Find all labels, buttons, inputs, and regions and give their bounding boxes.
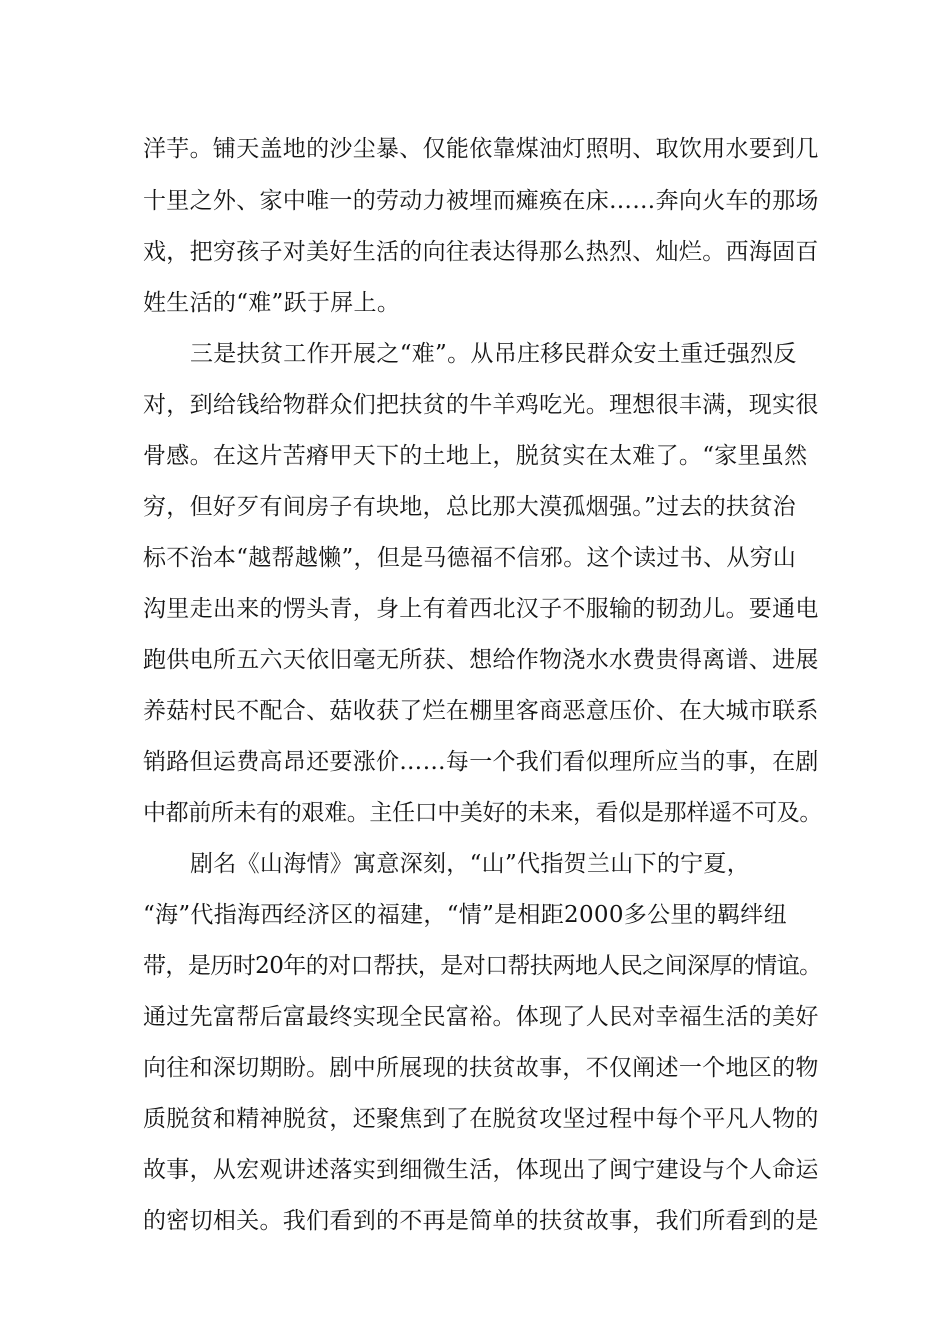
text-line: 质脱贫和精神脱贫，还聚焦到了在脱贫攻坚过程中每个平凡人物的 bbox=[143, 1106, 819, 1132]
text-line: 跑供电所五六天依旧毫无所获、想给作物浇水水费贵得离谱、进展 bbox=[143, 647, 819, 673]
text-line: 骨感。在这片苦瘠甲天下的土地上，脱贫实在太难了。“家里虽然 bbox=[143, 443, 808, 469]
text-line: 姓生活的“难”跃于屏上。 bbox=[143, 290, 401, 316]
text-line: 沟里走出来的愣头青，身上有着西北汉子不服输的韧劲儿。要通电 bbox=[143, 596, 819, 622]
text-line: 洋芋。铺天盖地的沙尘暴、仅能依靠煤油灯照明、取饮用水要到几 bbox=[143, 136, 819, 162]
text-line: 故事，从宏观讲述落实到细微生活，体现出了闽宁建设与个人命运 bbox=[143, 1157, 819, 1183]
text-line: 穷，但好歹有间房子有块地，总比那大漠孤烟强。”过去的扶贫治 bbox=[143, 494, 796, 520]
text-line: 向往和深切期盼。剧中所展现的扶贫故事，不仅阐述一个地区的物 bbox=[143, 1055, 819, 1081]
text-line: 养菇村民不配合、菇收获了烂在棚里客商恶意压价、在大城市联系 bbox=[143, 698, 819, 724]
text-line: 戏，把穷孩子对美好生活的向往表达得那么热烈、灿烂。西海固百 bbox=[143, 239, 819, 265]
text-line: 十里之外、家中唯一的劳动力被埋而瘫痪在床……奔向火车的那场 bbox=[143, 188, 819, 214]
text-line: 标不治本“越帮越懒”，但是马德福不信邪。这个读过书、从穷山 bbox=[143, 545, 797, 571]
text-line: 的密切相关。我们看到的不再是简单的扶贫故事，我们所看到的是 bbox=[143, 1208, 819, 1234]
text-line: 对，到给钱给物群众们把扶贫的牛羊鸡吃光。理想很丰满，现实很 bbox=[143, 392, 819, 418]
paragraph-start-line: 三是扶贫工作开展之“难”。从吊庄移民群众安土重迁强烈反 bbox=[190, 341, 797, 367]
text-line: 通过先富帮后富最终实现全民富裕。体现了人民对幸福生活的美好 bbox=[143, 1004, 819, 1030]
text-line: “海”代指海西经济区的福建，“情”是相距2000多公里的羁绊纽 bbox=[143, 902, 787, 928]
paragraph-start-line: 剧名《山海情》寓意深刻，“山”代指贺兰山下的宁夏， bbox=[190, 851, 751, 877]
text-line: 带，是历时20年的对口帮扶，是对口帮扶两地人民之间深厚的情谊。 bbox=[143, 953, 822, 979]
text-line: 销路但运费高昂还要涨价……每一个我们看似理所应当的事，在剧 bbox=[143, 749, 819, 775]
text-line: 中都前所未有的艰难。主任口中美好的未来，看似是那样遥不可及。 bbox=[143, 800, 823, 826]
